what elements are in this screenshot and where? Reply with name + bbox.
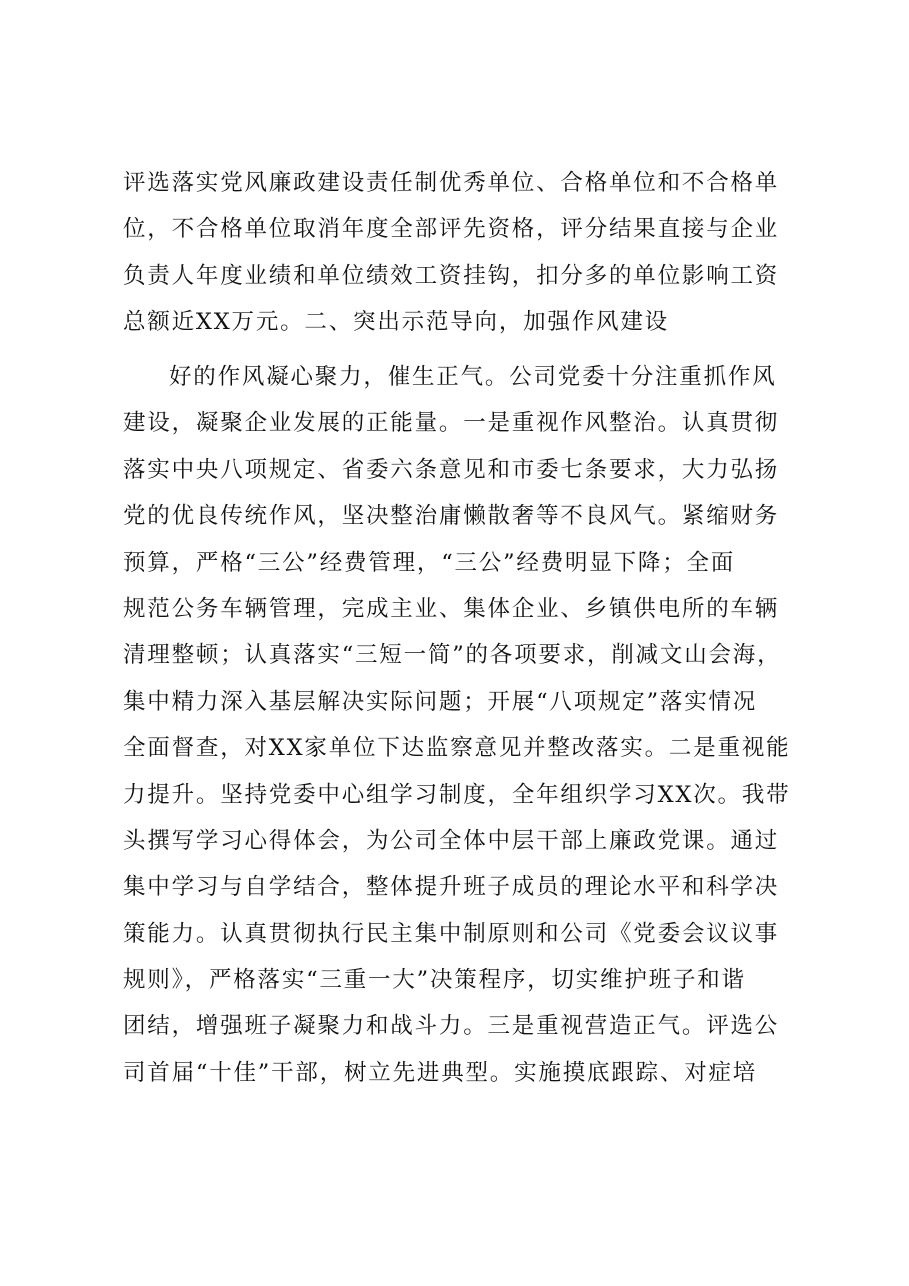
text-line: 建设，凝聚企业发展的正能量。一是重视作风整治。认真贯彻 [123, 410, 780, 437]
text-line: 规则》，严格落实“三重一大”决策程序，切实维护班子和谐 [123, 967, 746, 994]
paragraph-2 [123, 354, 799, 1096]
text-line: 全面督查，对XX家单位下达监察意见并整改落实。二是重视能 [123, 735, 791, 762]
text-line: 司首届“十佳”干部，树立先进典型。实施摸底跟踪、对症培 [123, 1059, 758, 1086]
text-line: 落实中央八项规定、省委六条意见和市委七条要求，大力弘扬 [123, 456, 780, 483]
text-line: 评选落实党风廉政建设责任制优秀单位、合格单位和不合格单 [123, 170, 780, 196]
text-line: 位，不合格单位取消年度全部评先资格，评分结果直接与企业 [123, 216, 780, 243]
text-line: 策能力。认真贯彻执行民主集中制原则和公司《党委会议议事 [123, 920, 780, 947]
text-line-first: 好的作风凝心聚力，催生正气。公司党委十分注重抓作风 [169, 364, 777, 390]
text-line: 集中精力深入基层解决实际问题；开展“八项规定”落实情况 [123, 688, 758, 715]
text-line: 规范公务车辆管理，完成主业、集体企业、乡镇供电所的车辆 [123, 595, 780, 622]
text-line: 总额近XX万元。二、突出示范导向，加强作风建设 [123, 309, 669, 336]
text-line: 负责人年度业绩和单位绩效工资挂钩，扣分多的单位影响工资 [123, 262, 780, 289]
text-line: 预算，严格“三公”经费管理，“三公”经费明显下降；全面 [123, 549, 736, 576]
text-line: 头撰写学习心得体会，为公司全体中层干部上廉政党课。通过 [123, 827, 780, 854]
text-line: 团结，增强班子凝聚力和战斗力。三是重视营造正气。评选公 [123, 1013, 780, 1040]
text-line: 党的优良传统作风，坚决整治庸懒散奢等不良风气。紧缩财务 [123, 503, 780, 530]
text-line: 力提升。坚持党委中心组学习制度，全年组织学习XX次。我带 [123, 781, 791, 808]
text-line: 清理整顿；认真落实“三短一简”的各项要求，削减文山会海， [123, 642, 782, 669]
paragraph-1 [123, 160, 799, 346]
text-line: 集中学习与自学结合，整体提升班子成员的理论水平和科学决 [123, 874, 780, 901]
